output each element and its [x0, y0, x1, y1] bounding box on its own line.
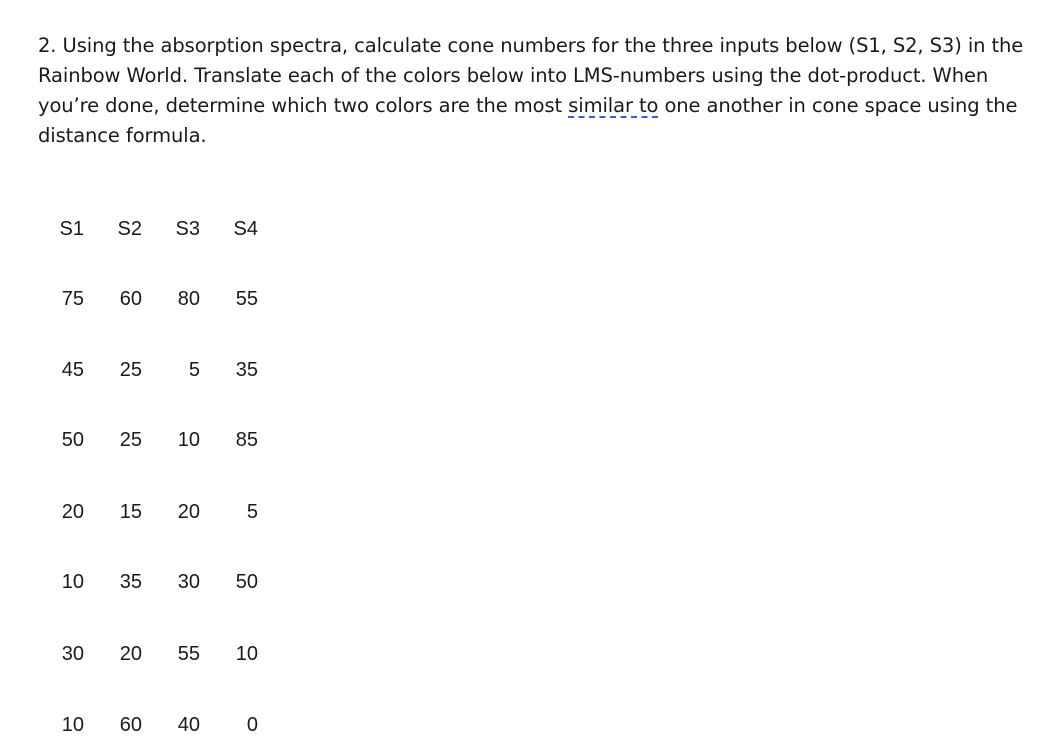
table-cell: 10 [61, 714, 84, 736]
table-cell: 30 [177, 571, 200, 593]
table-cell: 0 [246, 714, 258, 736]
table-cell: 55 [177, 643, 200, 665]
header-s2: S2 [117, 218, 142, 240]
table-cell: 60 [119, 288, 142, 310]
table-cell: 50 [235, 571, 258, 593]
table-cell: 15 [119, 501, 142, 523]
table-cell: 60 [119, 714, 142, 736]
table-cell: 80 [177, 288, 200, 310]
header-s4: S4 [233, 218, 258, 240]
table-cell: 35 [235, 359, 258, 381]
table-cell: 50 [61, 429, 84, 451]
table-cell: 5 [188, 359, 200, 381]
table-cell: 45 [61, 359, 84, 381]
table-cell: 40 [177, 714, 200, 736]
table-cell: 75 [61, 288, 84, 310]
table-cell: 30 [61, 643, 84, 665]
header-s3: S3 [175, 218, 200, 240]
table-cell: 25 [119, 359, 142, 381]
header-s1: S1 [59, 218, 84, 240]
table-cell: 20 [119, 643, 142, 665]
question-body: Using the absorption spectra, calculate cone numbers for the three inputs below (S1, S2, S3) in the Rainbow World. Translate each of the colors below into LMS-numbers using the dot-product. When you’re done, determine which two colors are the most [38, 34, 1024, 117]
table-cell: 20 [61, 501, 84, 523]
table-cell: 5 [246, 501, 258, 523]
grammar-suggestion-underline[interactable]: similar to [568, 94, 659, 117]
table-cell: 55 [235, 288, 258, 310]
table-cell: 35 [119, 571, 142, 593]
table-cell: 10 [235, 643, 258, 665]
table-cell: 25 [119, 429, 142, 451]
question-body-end: one another in cone space using the distance formula. [38, 94, 1018, 147]
table-cell: 20 [177, 501, 200, 523]
table-cell: 85 [235, 429, 258, 451]
table-cell: 10 [177, 429, 200, 451]
question-number: 2. [38, 34, 57, 57]
table-cell: 10 [61, 571, 84, 593]
